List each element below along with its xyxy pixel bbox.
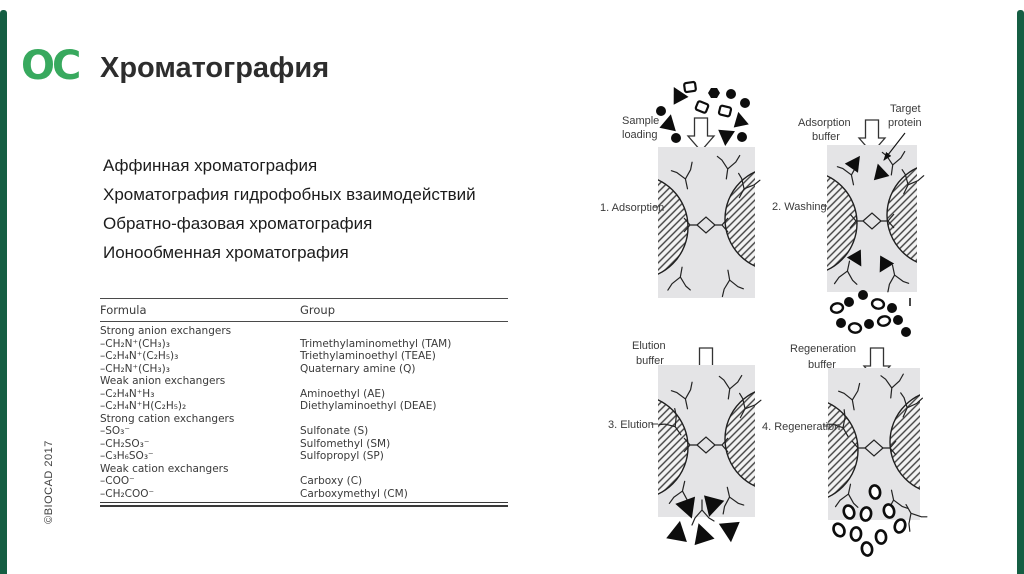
table-row [100,388,508,401]
list-item: Хроматография гидрофобных взаимодействий [103,185,476,204]
column-header-formula: Formula [100,303,147,317]
panel-2-washing [753,103,991,337]
group-cell: Sulfonate (S) [300,425,369,437]
input-label: buffer [812,131,840,143]
washed-out-particles [830,290,911,337]
formula-cell: –CH₂N⁺(CH₃)₃ [100,362,170,375]
group-cell: Triethylaminoethyl (TEAE) [300,350,436,362]
table-row [100,350,508,363]
input-label: Regeneration [790,343,857,355]
step-label: 2. Washing [772,201,827,213]
formula-cell: –COO⁻ [100,475,135,487]
list-item: Обратно-фазовая хроматография [103,214,373,233]
table-row [100,400,508,413]
formula-cell: –C₂H₄N⁺H₃ [100,387,155,400]
formula-cell: –CH₂N⁺(CH₃)₃ [100,337,170,350]
input-label: buffer [808,359,836,371]
panel-3-elution [590,340,829,545]
group-cell: Carboxymethyl (CM) [300,487,408,500]
formula-cell: Strong cation exchangers [100,412,235,425]
panel-1-adsorption [590,82,829,298]
affinity-chromatography-diagram [590,80,1020,560]
left-edge-bar [0,10,7,574]
formula-cell: –C₃H₆SO₃⁻ [100,450,154,462]
input-label: Adsorption [798,117,851,129]
formula-cell: Weak cation exchangers [100,462,229,475]
list-item: Ионообменная хроматография [103,243,349,262]
column-adsorption [590,147,829,298]
step-label: 4. Regeneration [762,421,841,433]
input-label: Sample [622,115,660,127]
input-label: loading [622,129,658,141]
slide-title: Хроматография [100,52,330,84]
group-cell: Quaternary amine (Q) [300,362,416,375]
column-header-group: Group [300,303,336,317]
group-cell: Diethylaminoethyl (DEAE) [300,400,437,412]
table-row [100,450,508,463]
table-row [100,325,508,338]
annotation-label: protein [888,117,922,129]
table-row [100,488,508,501]
column-washing [753,145,991,292]
table-body [100,322,508,502]
group-cell: Carboxy (C) [300,475,363,487]
table-row [100,338,508,351]
table-row [100,413,508,426]
table-row [100,475,508,488]
group-cell: Sulfomethyl (SM) [300,437,391,450]
down-arrow-icon [688,118,714,151]
formula-cell: –C₂H₄N⁺H(C₂H₅)₂ [100,400,187,412]
table-row [100,363,508,376]
ion-exchanger-table [100,298,508,507]
group-cell: Aminoethyl (AE) [300,387,386,400]
table-bottom-rule [100,502,508,507]
input-label: Elution [632,340,666,352]
column-regeneration [754,368,994,531]
table-row [100,425,508,438]
group-cell: Sulfopropyl (SP) [300,450,384,462]
formula-cell: –SO₃⁻ [100,425,130,437]
step-label: 3. Elution [608,419,654,431]
chromatography-type-list [103,151,476,267]
copyright-footer: ©BIOCAD 2017 [43,440,55,524]
panel-4-regeneration [754,343,994,557]
formula-cell: Weak anion exchangers [100,375,226,387]
formula-cell: –C₂H₄N⁺(C₂H₅)₃ [100,350,179,362]
step-label: 1. Adsorption [600,202,665,214]
table-row [100,438,508,451]
input-label: buffer [636,355,664,367]
group-cell: Trimethylaminomethyl (TAM) [300,337,452,350]
list-item: Аффинная хроматография [103,156,318,175]
formula-cell: Strong anion exchangers [100,325,232,337]
annotation-label: Target [890,103,921,115]
biocad-logo: OC [21,43,79,89]
formula-cell: –CH₂SO₃⁻ [100,437,150,450]
table-row [100,463,508,476]
formula-cell: –CH₂COO⁻ [100,487,155,500]
table-row [100,375,508,388]
table-header-row [100,299,508,322]
